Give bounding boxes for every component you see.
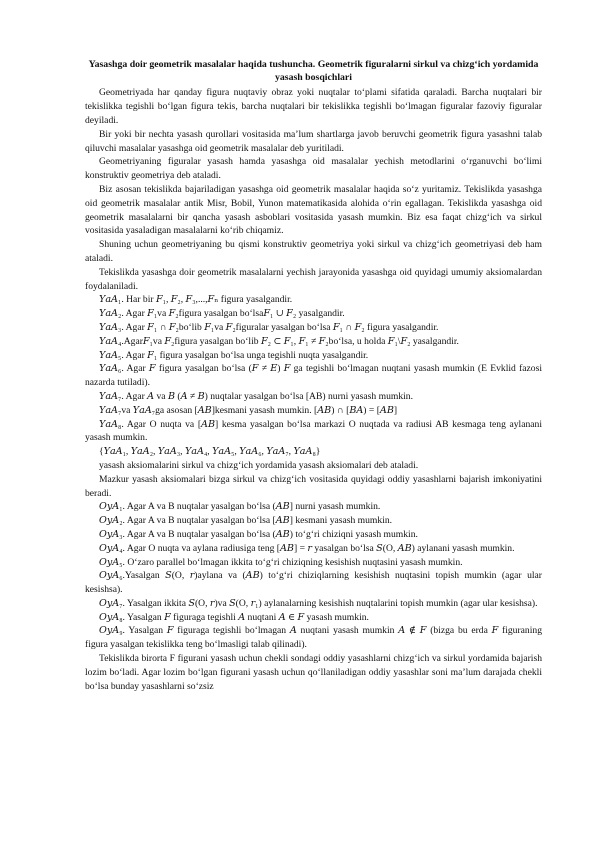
axiom-item: 𝑌𝑎𝐴₃. Agar 𝐹₁ ∩ 𝐹₂bo‘lib 𝐹₁va 𝐹₂figuralar yasalgan bo‘lsa 𝐹₁ ∩ 𝐹₂ figura yasalgandir. [99,321,439,333]
axiom-item: 𝑌𝑎𝐴₇. Agar 𝐴 va 𝐵 (𝐴 ≠ 𝐵) nuqtalar yasalgan bo‘lsa [AB) nurni yasash mumkin. [99,390,413,402]
document-title: Yasashga doir geometrik masalalar haqida tushuncha. Geometrik figuralarni sirkul va chizg‘ich yordamida yasash bosqichlari [88,59,539,84]
construction-item: 𝑂𝑦𝐴₈. Yasalgan 𝐹 figuraga tegishli 𝐴 nuqtani 𝐴 ∈ 𝐹 yasash mumkin. [99,611,369,623]
axiom-item: 𝑌𝑎𝐴₂. Agar 𝐹₁va 𝐹₂figura yasalgan bo‘lsa𝐹₁ ∪ 𝐹₂ yasalgandir. [99,308,345,320]
axiom-note: yasash aksiomalarini sirkul va chizg‘ich yordamida yasash aksiomalari deb ataladi. [99,459,419,471]
paragraph: Mazkur yasash aksiomalari bizga sirkul va chizg‘ich vositasida quyidagi oddiy yasashlarni bajarish imkoniyatini beradi. [85,473,542,499]
paragraph: Biz asosan tekislikda bajariladigan yasashga oid geometrik masalalar haqida so‘z yuritamiz. Tekislikda yasashga oid geometrik masalalar antik Misr, Bobil, Yunon matematikasida alohida o‘rin egallagan. Tekislikda yasashga oid geometrik masalalarni bir qancha yasash asboblari vositasida yasash mumkin. Biz esa faqat chizg‘ich va sirkul vositasida yasaladigan masalalarni ko‘rib chiqamiz. [85,183,542,237]
construction-item: 𝑂𝑦𝐴₄. Agar O nuqta va aylana radiusiga teng [𝐴𝐵] = 𝑟 yasalgan bo‘lsa 𝑆(O, 𝐴𝐵) aylanani yasash mumkin. [99,542,515,554]
axiom-item: 𝑌𝑎𝐴₄.Agar𝐹₁va 𝐹₂figura yasalgan bo‘lib 𝐹₂ ⊂ 𝐹₁, 𝐹₁ ≠ 𝐹₂bo‘lsa, u holda 𝐹₁\𝐹₂ yasalgandir. [99,335,459,347]
construction-item: 𝑂𝑦𝐴₇. Yasalgan ikkita 𝑆(O, 𝑟)va 𝑆(O, 𝑟₁) aylanalarning kesishish nuqtalarini topish mumkin (agar ular kesishsa). [99,597,538,609]
construction-item: 𝑂𝑦𝐴₁. Agar A va B nuqtalar yasalgan bo‘lsa (𝐴𝐵] nurni yasash mumkin. [99,501,381,513]
closing-paragraph: Tekislikda birorta F figurani yasash uchun chekli sondagi oddiy yasashlarni chizg‘ich va sirkul yordamida bajarish lozim bo‘ladi. Agar lozim bo‘lgan figurani yasash uchun qo‘llaniladigan oddiy yasashlar soni ma’lum darajada chekli bo‘lsa bunday yasashlarni so‘zsiz [85,653,542,692]
axiom-item: 𝑌𝑎𝐴₈. Agar O nuqta va [𝐴𝐵] kesma yasalgan bo‘lsa markazi O nuqtada va radiusi AB kesmaga teng aylanani yasash mumkin. [85,418,542,444]
paragraph: Bir yoki bir nechta yasash qurollari vositasida ma’lum shartlarga javob beruvchi geometrik figura yasashni talab qiluvchi masalalar yasashga oid geometrik masalalar deb yuritiladi. [85,128,542,154]
construction-item: 𝑂𝑦𝐴₂. Agar A va B nuqtalar yasalgan bo‘lsa [𝐴𝐵] kesmani yasash mumkin. [99,515,393,527]
construction-item: 𝑂𝑦𝐴₃. Agar A va B nuqtalar yasalgan bo‘lsa (𝐴𝐵) to‘g‘ri chiziqni yasash mumkin. [99,528,418,540]
axiom-item: 𝑌𝑎𝐴₅. Agar 𝐹₁ figura yasalgan bo‘lsa unga tegishli nuqta yasalgandir. [99,349,369,361]
paragraph: Shuning uchun geometriyaning bu qismi konstruktiv geometriya yoki sirkul va chizg‘ich geometriyasi deb ham ataladi. [85,239,542,264]
paragraph: Tekislikda yasashga doir geometrik masalalarni yechish jarayonida yasashga oid quyidagi umumiy aksiomalardan foydalaniladi. [85,266,542,292]
construction-item: 𝑂𝑦𝐴₆.Yasalgan 𝑆(O, 𝑟)aylana va (𝐴𝐵) to‘g‘ri chiziqlarning kesishish nuqtasini topish mumkin (agar ular kesishsa). [85,570,542,596]
construction-item: 𝑂𝑦𝐴₉. Yasalgan 𝐹 figuraga tegishli bo‘lmagan 𝐴 nuqtani yasash mumkin 𝐴 ∉ 𝐹 (bizga bu erda 𝐹 figuraning figura yasalgan tekislikka teng bo‘lmasligi talab qilinadi). [85,625,542,651]
axiom-item: 𝑌𝑎𝐴₆. Agar 𝐹 figura yasalgan bo‘lsa (𝐹 ≠ 𝐸) 𝐹 ga tegishli bo‘lmagan nuqtani yasash mumkin (E Evklid fazosi nazarda tutiladi). [85,363,542,389]
axiom-item: 𝑌𝑎𝐴₇va 𝑌𝑎𝐴₇ga asosan [𝐴𝐵]kesmani yasash mumkin. [𝐴𝐵) ∩ [𝐵𝐴) = [𝐴𝐵] [99,404,398,416]
paragraph: Geometriyaning figuralar yasash hamda yasashga oid masalalar yechish metodlarini o‘rganuvchi bo‘limi konstruktiv geometriya deb ataladi. [85,156,542,182]
axiom-item: 𝑌𝑎𝐴₁. Har bir 𝐹₁, 𝐹₂, 𝐹₃,...,𝐹ₙ figura yasalgandir. [99,294,293,306]
paragraph: Geometriyada har qanday figura nuqtaviy obraz yoki nuqtalar to‘plami sifatida qaraladi. Barcha nuqtalari bir tekislikka tegishli bo‘lgan figura tekis, barcha nuqtalari bir tekislikka tegishli bo‘lmagan figuralar fazoviy figuralar deyiladi. [85,87,542,126]
axiom-set: {𝑌𝑎𝐴₁, 𝑌𝑎𝐴₂, 𝑌𝑎𝐴₃, 𝑌𝑎𝐴₄, 𝑌𝑎𝐴₅, 𝑌𝑎𝐴₆, 𝑌𝑎𝐴₇, 𝑌𝑎𝐴₈} [99,446,321,458]
construction-item: 𝑂𝑦𝐴₅. O‘zaro parallel bo‘lmagan ikkita to‘g‘ri chiziqning kesishish nuqtasini yasash mumkin. [99,556,463,568]
